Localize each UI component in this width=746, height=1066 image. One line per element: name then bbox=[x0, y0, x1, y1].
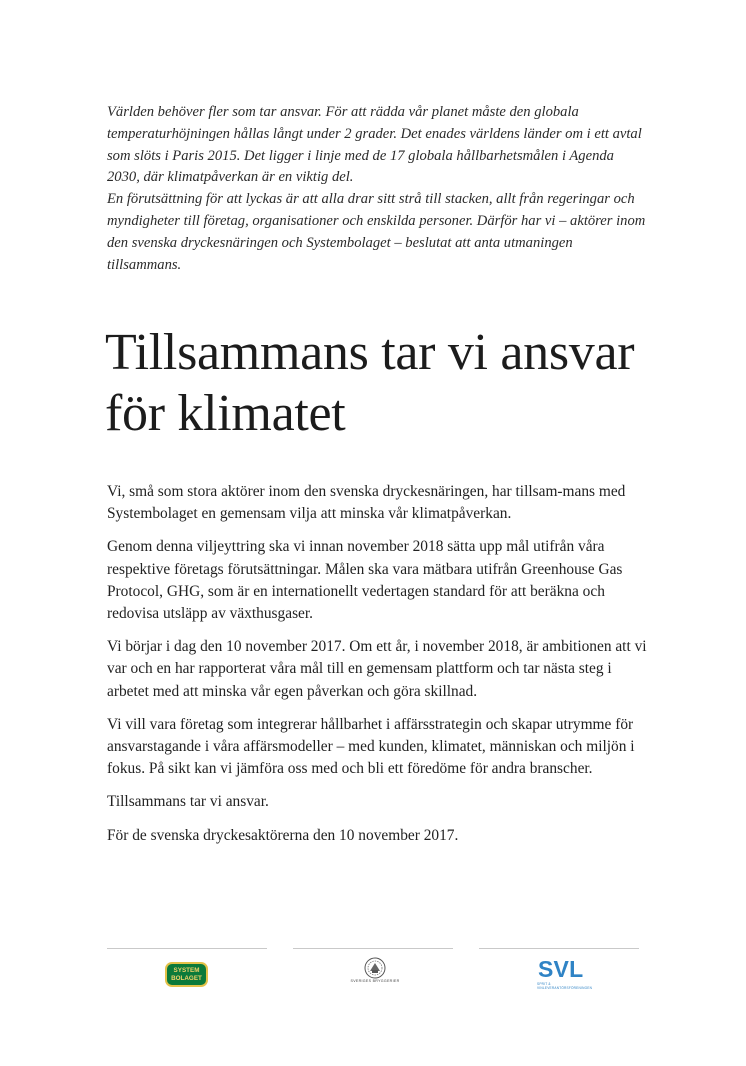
divider-left bbox=[107, 948, 267, 949]
systembolaget-logo-line2: BOLAGET bbox=[171, 975, 202, 982]
body-paragraph: Vi, små som stora aktörer inom den svenska dryckesnäringen, har tillsam-mans med Systembolaget en gemensam vilja att minska vår klimatpåverkan. bbox=[107, 483, 626, 523]
body-paragraph: Vi vill vara företag som integrerar hållbarhet i affärsstrategin och skapar utrymme för ansvarstagande i våra affärsmodeller – med kunden, klimatet, människan och miljön i fokus. På sikt kan vi jämföra oss med och bli ett föredöme för andra branscher. bbox=[107, 715, 635, 778]
systembolaget-logo-line1: SYSTEM bbox=[173, 967, 200, 974]
systembolaget-logo bbox=[165, 962, 208, 987]
body-text bbox=[107, 481, 647, 858]
divider-center bbox=[293, 948, 453, 949]
svl-subtitle: SPRIT & VINLEVERANTÖRSFÖRENINGEN bbox=[537, 982, 593, 990]
body-paragraph: Genom denna viljeyttring ska vi innan november 2018 sätta upp mål utifrån våra respektive företags förutsättningar. Målen ska vara mätbara utifrån Greenhouse Gas Protocol, GHG, som är en internationellt vedertagen standard för att beräkna och redovisa utsläpp av växthusgaser. bbox=[107, 538, 623, 623]
intro-paragraph: Världen behöver fler som tar ansvar. För att rädda vår planet måste den globala temperaturhöjningen hållas långt under 2 grader. Det enades världens länder om i ett avtal som slöts i Paris 2015. Det ligger i linje med de 17 globala hållbarhetsmålen i Agenda 2030, där klimatpåverkan är en viktig del. bbox=[107, 104, 642, 186]
page-title: Tillsammans tar vi ansvar för klimatet bbox=[105, 324, 635, 442]
body-paragraph: För de svenska dryckesaktörerna den 10 november 2017. bbox=[107, 826, 459, 844]
divider-right bbox=[479, 948, 639, 949]
body-paragraph: Tillsammans tar vi ansvar. bbox=[107, 793, 269, 811]
intro-text bbox=[107, 102, 647, 276]
svl-logo: SVL bbox=[538, 956, 584, 982]
intro-paragraph: En förutsättning för att lyckas är att alla drar sitt strå till stacken, allt från regeringar och myndigheter till företag, organisationer och enskilda personer. Därför har vi – aktörer inom den svenska dryckesnäringen och Systembolaget – beslutat att anta utmaningen tillsammans. bbox=[107, 191, 646, 273]
sveriges-bryggerier-label: SVERIGES BRYGGERIER bbox=[350, 979, 400, 983]
sveriges-bryggerier-emblem-icon bbox=[357, 956, 393, 990]
body-paragraph: Vi börjar i dag den 10 november 2017. Om ett år, i november 2018, är ambitionen att vi var och en har rapporterat våra mål till en gemensam plattform och tar nästa steg i arbetet med att minska vår egen påverkan och göra skillnad. bbox=[107, 638, 647, 700]
